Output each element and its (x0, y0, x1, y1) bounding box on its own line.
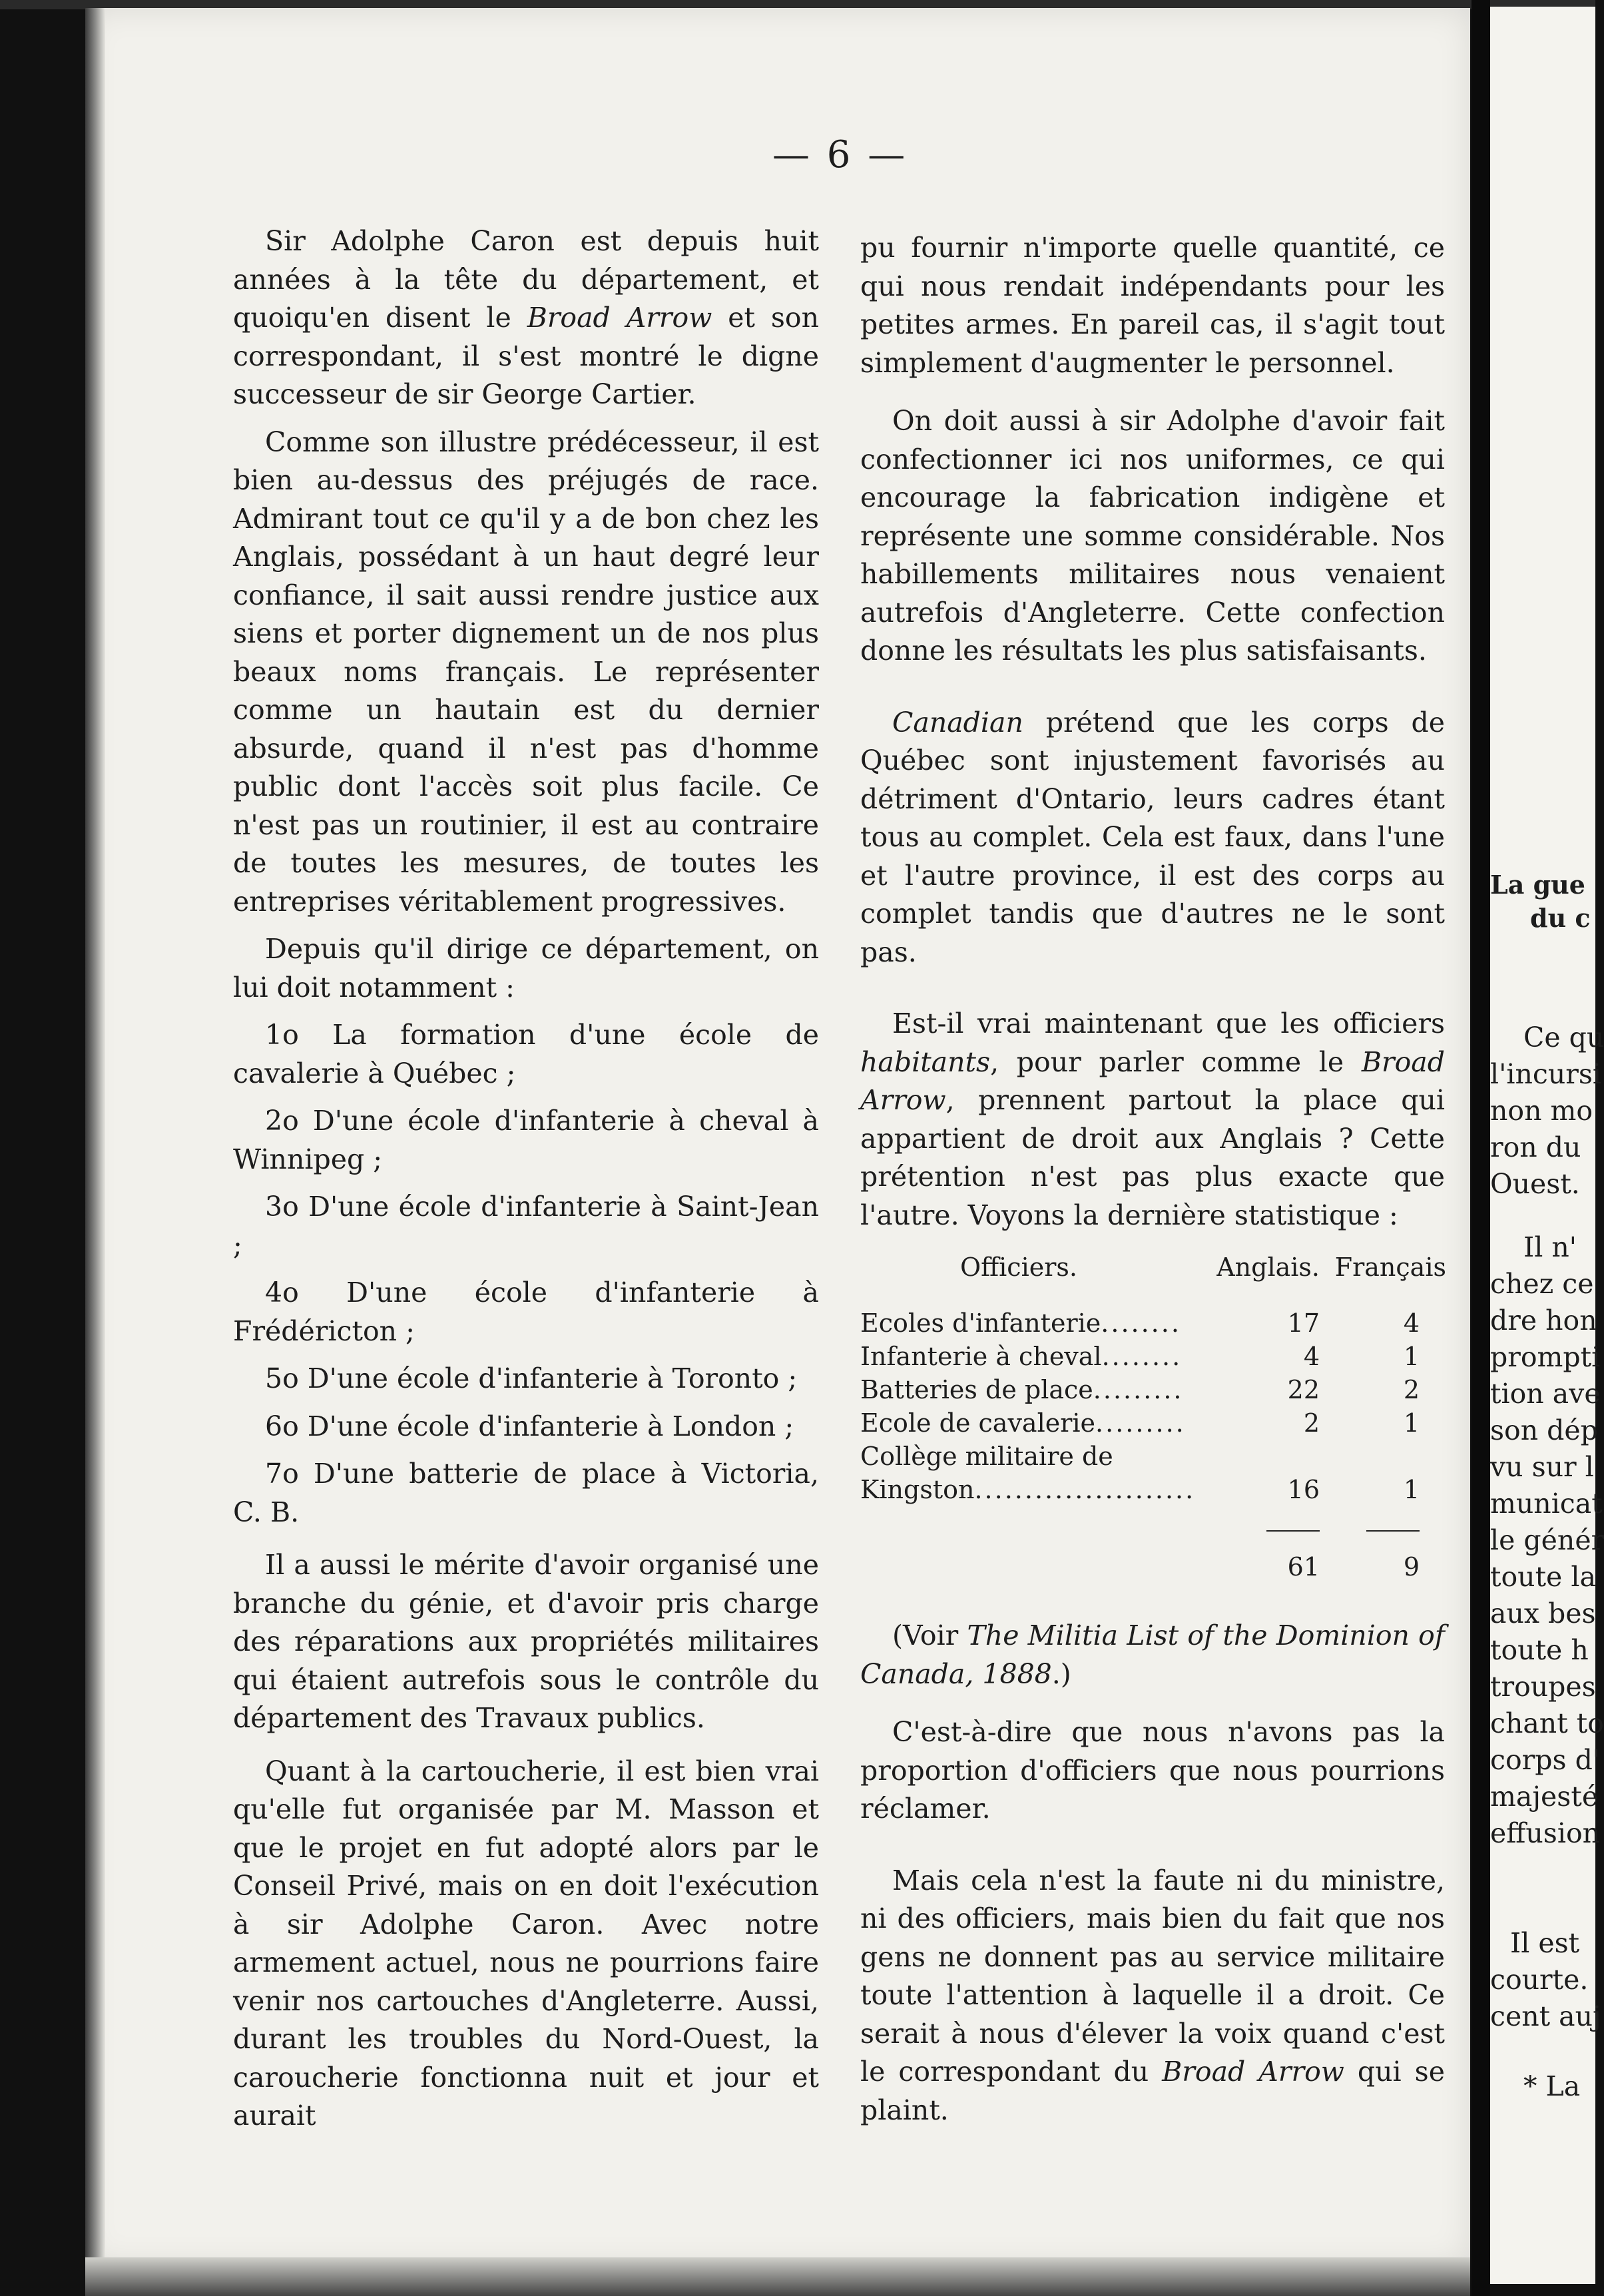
paragraph: Comme son illustre prédécesseur, il est bien au-dessus des préjugés de race. Admirant tout ce qu'il y a de bon chez les Anglais, possédant à un haut degré leur confiance, il sait aussi rendre justice aux siens et porter dignement un de nos plus beaux noms français. Le représenter comme un hautain est du dernier absurde, quand il n'est pas d'homme public dont l'accès soit plus facile. Ce n'est pas un routinier, il est au contraire de toutes les mesures, de toutes les entreprises véritablement progressives. (233, 426, 819, 918)
cell-francais: 2 (1403, 1375, 1420, 1404)
text-fragment: municat (1490, 1488, 1603, 1520)
list-item: 5o D'une école d'infanterie à Toronto ; (265, 1362, 798, 1394)
paragraph: C'est-à-dire que nous n'avons pas la proportion d'officiers que nous pourrions réclamer. (860, 1716, 1445, 1825)
list-item: 4o D'une école d'infanterie à Frédéricton ; (233, 1277, 819, 1347)
paragraph: On doit aussi à sir Adolphe d'avoir fait confectionner ici nos uniformes, ce qui encourage la fabrication indigène et représente une somme considérable. Nos habillements militaires nous venaient autrefois d'Angleterre. Cette confection donne les résultats les plus satisfaisants. (860, 405, 1445, 667)
text-fragment: corps d' (1490, 1744, 1601, 1776)
total-rule (1216, 1506, 1320, 1540)
text-fragment: chant to (1490, 1707, 1604, 1739)
text-fragment: Il n' (1523, 1231, 1577, 1263)
list-item: 7o D'une batterie de place à Victoria, C. B. (233, 1458, 819, 1528)
paragraph: Il a aussi le mérite d'avoir organisé une branche du génie, et d'avoir pris charge des réparations aux propriétés militaires qui étaient autrefois sous le contrôle du département des Travaux publics. (233, 1549, 819, 1734)
list-item: 3o D'une école d'infanterie à Saint-Jean ; (233, 1191, 819, 1261)
text-fragment: Ce qu (1523, 1021, 1604, 1053)
list-item: 2o D'une école d'infanterie à cheval à Winnipeg ; (233, 1105, 819, 1175)
list-item: 6o D'une école d'infanterie à London ; (265, 1410, 794, 1442)
cell-anglais: 4 (1303, 1342, 1320, 1371)
text-fragment: aux bes (1490, 1597, 1596, 1629)
row-label: Ecole de cavalerie......... (860, 1408, 1186, 1438)
row-label: Ecoles d'infanterie........ (860, 1308, 1181, 1338)
text-fragment: toute la (1490, 1561, 1596, 1593)
total-rule-row (860, 1506, 1446, 1540)
text-fragment: Ouest. (1490, 1168, 1580, 1200)
text-fragment: troupes (1490, 1671, 1596, 1703)
paragraph: Sir Adolphe Caron est depuis huit années à la tête du département, et quoiqu'en disent le Broad Arrow et son correspondant, il s'est montré le digne successeur de sir George Cartier. (233, 225, 820, 410)
text-fragment: effusion (1490, 1817, 1601, 1849)
paragraph: Quant à la cartoucherie, il est bien vrai qu'elle fut organisée par M. Masson et que le projet en fut adopté alors par le Conseil Privé, mais on en doit l'exécution à sir Adolphe Caron. Avec notre armement actuel, nous ne pourrions faire venir nos cartouches d'Angleterre. Aussi, durant les troubles du Nord-Ouest, la caroucherie fonctionna nuit et jour et aurait (233, 1755, 819, 2132)
text-fragment: toute h (1490, 1634, 1589, 1666)
next-page-fragment (1490, 7, 1604, 2284)
heading-fragment: La gue (1490, 870, 1585, 900)
table-total-row (860, 1540, 1446, 1583)
right-column (860, 229, 1445, 2130)
paragraph: Canadian prétend que les corps de Québec sont injustement favorisés au détriment d'Ontario, leurs cadres étant tous au complet. Cela est faux, dans l'une et l'autre province, il est des corps au complet tandis que d'autres ne le sont pas. (860, 706, 1445, 968)
text-fragment: son dép (1490, 1414, 1598, 1446)
cell-francais: 1 (1403, 1342, 1420, 1371)
text-fragment: l'incursi (1490, 1058, 1602, 1090)
table-row (860, 1306, 1446, 1340)
book-gutter (1471, 0, 1490, 2296)
column-header: Officiers. (960, 1253, 1077, 1282)
text-fragment: dre hon (1490, 1304, 1597, 1336)
row-label: Batteries de place......... (860, 1375, 1184, 1404)
page-shadow-bottom (85, 2257, 1470, 2296)
table-row (860, 1340, 1446, 1373)
citation: (Voir The Militia List of the Dominion of Canada, 1888.) (860, 1619, 1445, 1690)
cell-francais: 4 (1403, 1308, 1420, 1338)
heading-fragment: du c (1530, 903, 1591, 933)
text-fragment: majesté (1490, 1781, 1599, 1813)
text-fragment: prompti (1490, 1341, 1601, 1373)
paragraph: Est-il vrai maintenant que les officiers habitants, pour parler comme le Broad Arrow, prennent partout la place qui appartient de droit aux Anglais ? Cette prétention n'est pas plus exacte que l'autre. Voyons la dernière statistique : (860, 1007, 1445, 1231)
cell-anglais: 22 (1287, 1375, 1320, 1404)
achievements-list (233, 1016, 819, 1532)
text-fragment: * La (1523, 2070, 1581, 2102)
text-fragment: tion ave (1490, 1378, 1601, 1410)
cell-anglais: 2 (1303, 1408, 1320, 1438)
column-header: Anglais. (1216, 1253, 1320, 1282)
paragraph: Depuis qu'il dirige ce département, on lui doit notamment : (233, 933, 819, 1004)
table-row (860, 1406, 1446, 1440)
text-fragment: chez ce (1490, 1268, 1594, 1300)
page-number: — 6 — (772, 133, 908, 176)
page-shadow-left (85, 8, 105, 2265)
table-row (860, 1373, 1446, 1406)
text-fragment: cent auj (1490, 2000, 1601, 2032)
cell-francais: 1 (1403, 1408, 1420, 1438)
list-item: 1o La formation d'une école de cavalerie à Québec ; (233, 1019, 819, 1089)
total-anglais: 61 (1287, 1552, 1320, 1581)
column-header: Français (1334, 1253, 1446, 1282)
text-fragment: vu sur l (1490, 1451, 1594, 1483)
paragraph: pu fournir n'importe quelle quantité, ce qui nous rendait indépendants pour les petites armes. En pareil cas, il s'agit tout simplement d'augmenter le personnel. (860, 232, 1445, 379)
total-rule (1320, 1506, 1446, 1540)
cell-anglais: 16 (1287, 1475, 1320, 1504)
text-fragment: courte. (1490, 1964, 1589, 1996)
cell-anglais: 17 (1287, 1308, 1320, 1338)
table-row (860, 1440, 1446, 1506)
table-header-row (860, 1251, 1446, 1306)
text-fragment: le génér (1490, 1524, 1604, 1556)
left-column (233, 222, 819, 2136)
text-fragment: non mo (1490, 1095, 1593, 1127)
text-fragment: Il est (1510, 1927, 1580, 1959)
total-francais: 9 (1403, 1552, 1420, 1581)
row-label: Infanterie à cheval........ (860, 1342, 1183, 1371)
text-fragment: ron du (1490, 1131, 1581, 1163)
paragraph: Mais cela n'est la faute ni du ministre, ni des officiers, mais bien du fait que nos gens ne donnent pas au service militaire toute l'attention à laquelle il a droit. Ce serait à nous d'élever la voix quand c'est le correspondant du Broad Arrow qui se plaint. (860, 1864, 1445, 2126)
row-label: Collège militaire de Kingston...................... (860, 1442, 1196, 1504)
officers-statistics-table (860, 1251, 1446, 1583)
cell-francais: 1 (1403, 1475, 1420, 1504)
